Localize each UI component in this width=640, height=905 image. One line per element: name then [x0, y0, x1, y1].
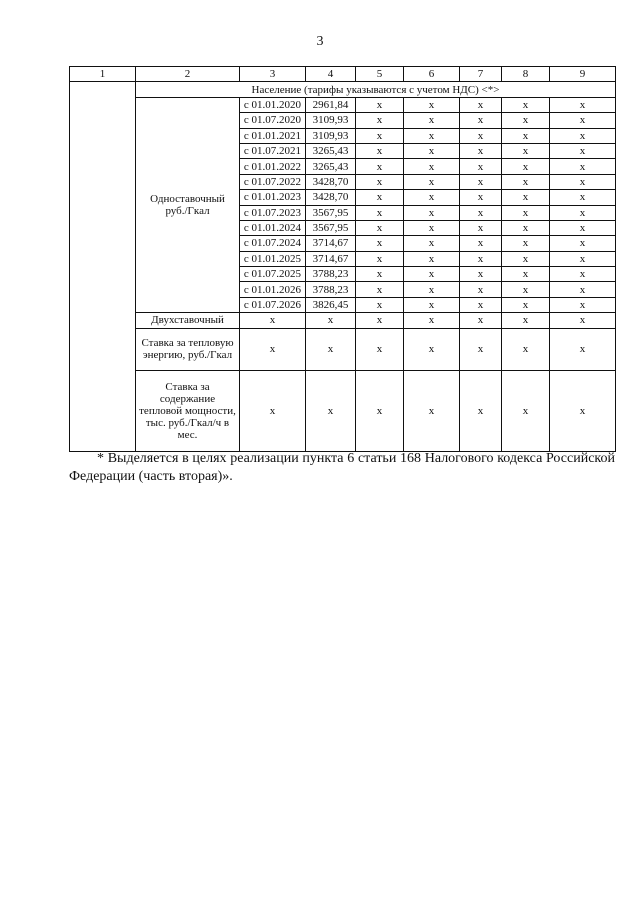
table-cell: x	[356, 282, 404, 297]
column-number-cell: 3	[240, 67, 306, 82]
column-number-cell: 9	[550, 67, 616, 82]
table-cell: x	[550, 190, 616, 205]
table-cell: x	[404, 97, 460, 112]
table-cell: x	[460, 205, 502, 220]
table-cell: x	[404, 220, 460, 235]
period-cell: с 01.01.2026	[240, 282, 306, 297]
table-cell: x	[460, 128, 502, 143]
period-cell: с 01.01.2022	[240, 159, 306, 174]
table-cell: x	[502, 370, 550, 451]
table-cell: x	[550, 370, 616, 451]
period-cell: с 01.01.2023	[240, 190, 306, 205]
table-cell: x	[460, 297, 502, 312]
column-number-row	[70, 67, 616, 82]
table-cell: x	[550, 143, 616, 158]
tariff-value-cell: 3109,93	[306, 128, 356, 143]
period-cell: с 01.01.2024	[240, 220, 306, 235]
table-cell: x	[404, 370, 460, 451]
table-cell: x	[404, 159, 460, 174]
tariff-value-cell: 3788,23	[306, 267, 356, 282]
tariff-value-cell: 3567,95	[306, 220, 356, 235]
capacity-rate-label: Ставка за содержание тепловой мощности, тыс. руб./Гкал/ч в мес.	[136, 370, 240, 451]
table-cell: x	[460, 159, 502, 174]
capacity-rate-row	[70, 370, 616, 451]
page-number: 3	[316, 34, 324, 49]
section-title-row	[70, 82, 616, 97]
column-number-cell: 8	[502, 67, 550, 82]
period-cell: с 01.07.2026	[240, 297, 306, 312]
table-cell: x	[404, 205, 460, 220]
tariff-table	[69, 66, 616, 452]
table-cell: x	[460, 190, 502, 205]
energy-rate-label: Ставка за тепловую энергию, руб./Гкал	[136, 328, 240, 370]
table-cell: x	[502, 328, 550, 370]
tariff-value-cell: 3109,93	[306, 113, 356, 128]
two-rate-label: Двухставочный	[136, 313, 240, 328]
table-cell: x	[356, 143, 404, 158]
tariff-value-cell: 3265,43	[306, 143, 356, 158]
table-cell: x	[356, 113, 404, 128]
table-cell: x	[502, 220, 550, 235]
table-cell: x	[550, 97, 616, 112]
column-number-cell: 5	[356, 67, 404, 82]
period-cell: с 01.07.2021	[240, 143, 306, 158]
table-cell: x	[502, 282, 550, 297]
single-rate-label: Одноставочный руб./Гкал	[136, 97, 240, 312]
column-number-cell: 7	[460, 67, 502, 82]
table-cell: x	[460, 267, 502, 282]
table-cell: x	[550, 267, 616, 282]
table-cell: x	[404, 251, 460, 266]
table-cell: x	[356, 370, 404, 451]
table-cell: x	[550, 251, 616, 266]
table-cell: x	[356, 313, 404, 328]
table-cell: x	[502, 97, 550, 112]
table-cell: x	[460, 313, 502, 328]
table-cell: x	[550, 113, 616, 128]
category-cell-empty	[70, 82, 136, 451]
tariff-value-cell: 3714,67	[306, 236, 356, 251]
table-cell: x	[356, 190, 404, 205]
table-cell: x	[404, 113, 460, 128]
table-cell: x	[404, 174, 460, 189]
tariff-value-cell: 3788,23	[306, 282, 356, 297]
two-rate-row	[70, 313, 616, 328]
period-cell: с 01.01.2020	[240, 97, 306, 112]
table-cell: x	[550, 297, 616, 312]
table-cell: x	[404, 313, 460, 328]
table-cell: x	[502, 267, 550, 282]
table-cell: x	[460, 174, 502, 189]
table-cell: x	[502, 236, 550, 251]
table-cell: x	[356, 205, 404, 220]
period-cell: с 01.07.2022	[240, 174, 306, 189]
footnote	[69, 450, 615, 486]
tariff-value-cell: 3265,43	[306, 159, 356, 174]
table-cell: x	[460, 143, 502, 158]
period-cell: с 01.07.2024	[240, 236, 306, 251]
table-cell: x	[356, 97, 404, 112]
table-cell: x	[502, 205, 550, 220]
period-cell: с 01.01.2025	[240, 251, 306, 266]
column-number-cell: 1	[70, 67, 136, 82]
table-cell: x	[404, 236, 460, 251]
table-cell: x	[550, 236, 616, 251]
column-number-cell: 4	[306, 67, 356, 82]
table-cell: x	[550, 205, 616, 220]
table-cell: x	[356, 128, 404, 143]
tariff-value-cell: 3714,67	[306, 251, 356, 266]
table-cell: x	[502, 251, 550, 266]
table-cell: x	[356, 236, 404, 251]
period-cell: с 01.01.2021	[240, 128, 306, 143]
table-cell: x	[356, 174, 404, 189]
tariff-value-cell: 2961,84	[306, 97, 356, 112]
table-cell: x	[502, 313, 550, 328]
footnote-text: * Выделяется в целях реализации пункта 6 статьи 168 Налогового кодекса Российской Федерации (часть вторая)».	[69, 451, 615, 484]
table-cell: x	[404, 297, 460, 312]
column-number-cell: 2	[136, 67, 240, 82]
table-cell: x	[240, 313, 306, 328]
table-cell: x	[502, 143, 550, 158]
table-cell: x	[502, 113, 550, 128]
table-cell: x	[356, 297, 404, 312]
table-cell: x	[356, 220, 404, 235]
table-cell: x	[460, 220, 502, 235]
table-cell: x	[550, 220, 616, 235]
table-cell: x	[460, 282, 502, 297]
table-cell: x	[404, 143, 460, 158]
table-cell: x	[460, 370, 502, 451]
table-cell: x	[356, 328, 404, 370]
period-cell: с 01.07.2020	[240, 113, 306, 128]
table-cell: x	[502, 159, 550, 174]
table-cell: x	[502, 128, 550, 143]
table-cell: x	[306, 328, 356, 370]
table-cell: x	[550, 282, 616, 297]
tariff-value-cell: 3428,70	[306, 190, 356, 205]
table-cell: x	[550, 328, 616, 370]
table-cell: x	[502, 297, 550, 312]
table-cell: x	[502, 190, 550, 205]
table-cell: x	[356, 267, 404, 282]
table-cell: x	[306, 313, 356, 328]
table-cell: x	[550, 174, 616, 189]
tariff-value-cell: 3428,70	[306, 174, 356, 189]
table-cell: x	[404, 128, 460, 143]
table-cell: x	[460, 251, 502, 266]
table-cell: x	[404, 267, 460, 282]
table-cell: x	[356, 251, 404, 266]
tariff-value-cell: 3567,95	[306, 205, 356, 220]
table-cell: x	[460, 328, 502, 370]
table-cell: x	[404, 282, 460, 297]
table-cell: x	[502, 174, 550, 189]
energy-rate-row	[70, 328, 616, 370]
table-cell: x	[356, 159, 404, 174]
tariff-value-cell: 3826,45	[306, 297, 356, 312]
table-cell: x	[404, 328, 460, 370]
column-number-cell: 6	[404, 67, 460, 82]
period-cell: с 01.07.2023	[240, 205, 306, 220]
table-cell: x	[240, 328, 306, 370]
table-cell: x	[306, 370, 356, 451]
table-cell: x	[550, 313, 616, 328]
table-cell: x	[550, 159, 616, 174]
section-title: Население (тарифы указываются с учетом НДС) <*>	[136, 82, 616, 97]
single-rate-row	[70, 97, 616, 112]
table-cell: x	[460, 113, 502, 128]
table-cell: x	[550, 128, 616, 143]
table-cell: x	[460, 97, 502, 112]
table-cell: x	[460, 236, 502, 251]
table-cell: x	[240, 370, 306, 451]
period-cell: с 01.07.2025	[240, 267, 306, 282]
table-cell: x	[404, 190, 460, 205]
